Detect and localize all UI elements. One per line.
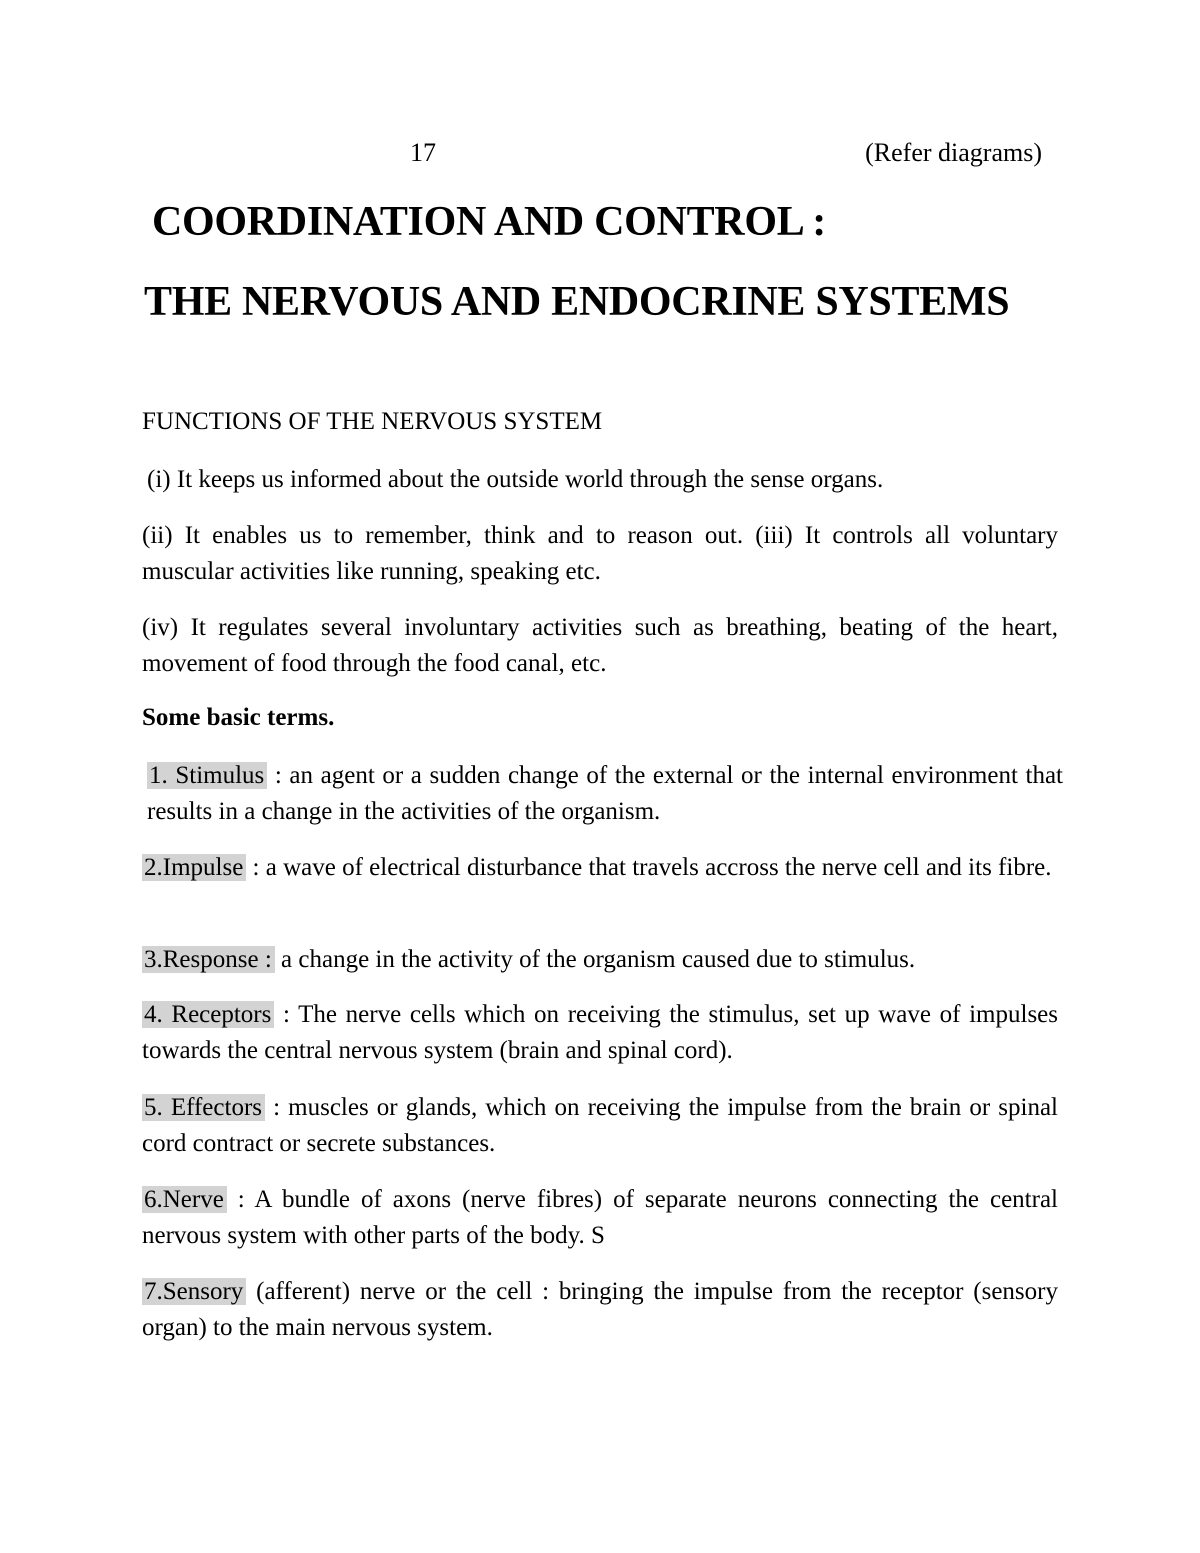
term-response	[142, 942, 1058, 978]
chapter-title-line-2: THE NERVOUS AND ENDOCRINE SYSTEMS	[144, 279, 1010, 325]
term-definition: : a wave of electrical disturbance that travels accross the nerve cell and its fibre.	[246, 854, 1052, 881]
term-label: 7.Sensory	[142, 1278, 246, 1305]
term-stimulus	[142, 758, 1063, 830]
page-number: 17	[410, 138, 436, 167]
term-nerve	[142, 1182, 1058, 1254]
function-item-3: (iv) It regulates several involuntary activities such as breathing, beating of the heart, movement of food through the food canal, etc.	[142, 614, 1058, 677]
term-label: 2.Impulse	[142, 854, 246, 881]
chapter-title-line-1: COORDINATION AND CONTROL :	[152, 199, 826, 245]
term-sensory	[142, 1274, 1058, 1346]
term-impulse	[142, 850, 1058, 886]
term-definition: a change in the activity of the organism caused due to stimulus.	[274, 946, 916, 973]
term-definition: : muscles or glands, which on receiving the impulse from the brain or spinal cord contract or secrete substances.	[142, 1094, 1059, 1157]
term-label: 5. Effectors	[142, 1094, 265, 1121]
function-item-2: (ii) It enables us to remember, think and to reason out. (iii) It controls all voluntary muscular activities like running, speaking etc.	[142, 522, 1058, 585]
term-label: 4. Receptors	[142, 1001, 274, 1028]
term-receptors	[142, 997, 1058, 1069]
term-definition: : A bundle of axons (nerve fibres) of separate neurons connecting the central nervous system with other parts of the body. S	[142, 1186, 1058, 1249]
page-header	[0, 138, 1200, 178]
term-label: 6.Nerve	[142, 1186, 227, 1213]
basic-terms-heading: Some basic terms.	[142, 704, 335, 731]
functions-heading: FUNCTIONS OF THE NERVOUS SYSTEM	[142, 408, 603, 435]
term-definition: : an agent or a sudden change of the external or the internal environment that results in a change in the activities of the organism.	[147, 762, 1064, 825]
term-definition: : The nerve cells which on receiving the stimulus, set up wave of impulses towards the central nervous system (brain and spinal cord).	[142, 1001, 1059, 1064]
term-effectors	[142, 1090, 1058, 1162]
refer-diagrams-note: (Refer diagrams)	[865, 138, 1042, 167]
term-label: 1. Stimulus	[147, 762, 267, 789]
term-label: 3.Response :	[142, 946, 275, 973]
term-definition: (afferent) nerve or the cell : bringing the impulse from the receptor (sensory organ) to the main nervous system.	[142, 1278, 1058, 1341]
function-item-1: (i) It keeps us informed about the outside world through the sense organs.	[147, 466, 884, 493]
